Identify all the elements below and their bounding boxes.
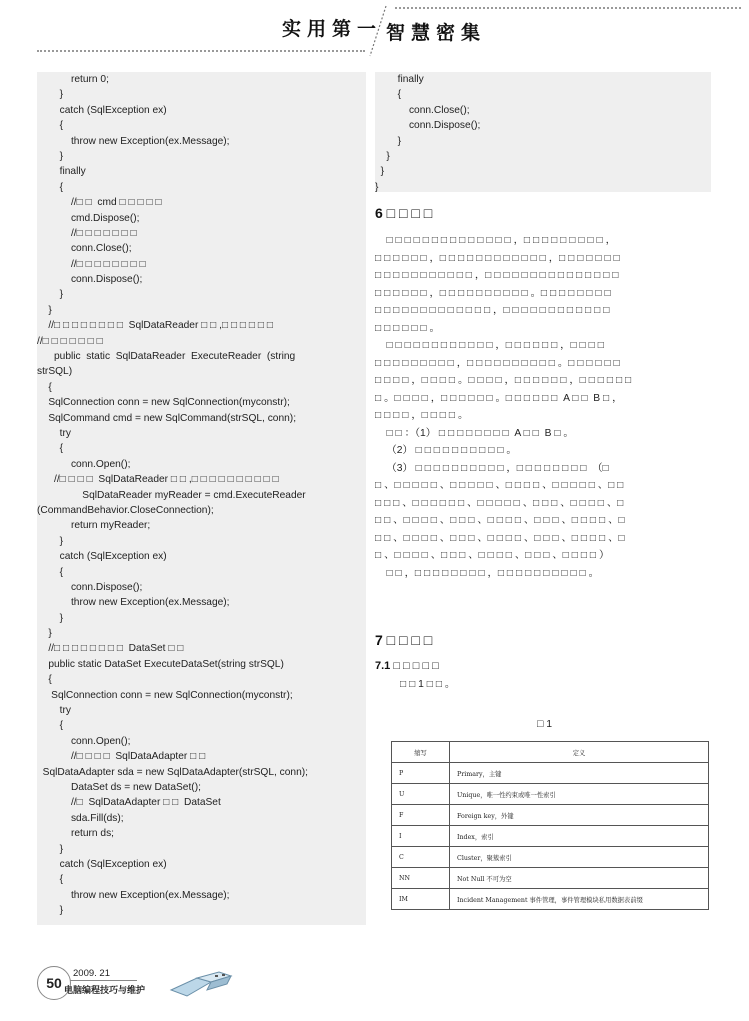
code-left-line: conn.Dispose();	[37, 274, 143, 286]
page-footer	[37, 966, 237, 1006]
table-cell-abbr: C	[392, 847, 450, 868]
code-right-line: }	[375, 150, 390, 162]
table-cell-def: Cluster，聚簇索引	[450, 847, 709, 868]
code-left-line: SqlDataAdapter sda = new SqlDataAdapter(strSQL, conn);	[37, 766, 308, 778]
code-left-line: //□ □ □ □ □ □ □ □ DataSet □ □	[37, 643, 184, 655]
section-6-line: □ 。□ □ □ □ ，□ □ □ □ □ □ 。□ □ □ □ □ □ A □ □ B □ ，	[375, 392, 623, 404]
code-left-line: {	[37, 443, 64, 455]
code-left-line: }	[37, 289, 64, 301]
code-left-line: //□ □ □ □ □ □ □ □	[37, 258, 146, 270]
table-header-row	[392, 742, 709, 763]
section-6-line: □ □ ：（1） □ □ □ □ □ □ □ □ A □ □ B □ 。	[375, 427, 574, 439]
table-cell-abbr: F	[392, 805, 450, 826]
code-left-line: //□ □ □ □ SqlDataAdapter □ □	[37, 751, 206, 763]
subsection-7-1-heading: 7.1 □ □ □ □ □	[375, 660, 439, 672]
table-cell-def: Not Null 不可为空	[450, 868, 709, 889]
section-6-heading: 6 □ □ □ □	[375, 205, 433, 221]
code-left-line: }	[37, 612, 64, 624]
section-6-line: □ □ □ □ □ □ □ □ □ □ □ □ □ ，□ □ □ □ □ □ □ □ □ □ □ □	[375, 305, 610, 316]
table-row	[392, 889, 709, 910]
code-left-line: return ds;	[37, 828, 114, 840]
issue-number: 2009. 21	[73, 968, 110, 979]
header-dotted-rule-bottom	[37, 50, 365, 52]
table-cell-abbr: I	[392, 826, 450, 847]
section-6-line: （2） □ □ □ □ □ □ □ □ □ □ 。	[375, 445, 517, 456]
code-left-line: //□ □ □ □ □ □ □	[37, 227, 137, 239]
code-left-line: {	[37, 120, 64, 132]
section-6-line: □ □ □ □ ，□ □ □ □ 。□ □ □ □ ，□ □ □ □ □ □ ，□ □ □ □ □ □	[375, 375, 632, 386]
page-header	[0, 0, 749, 58]
definition-table	[391, 741, 709, 910]
code-left-line: public static SqlDataReader ExecuteReader (string	[37, 351, 296, 363]
table-header-def: 定义	[450, 742, 709, 763]
section-6-line: □ □ □ □ □ □ □ □ □ □ □ □ □ □ ，□ □ □ □ □ □ □ □ □ ，	[375, 235, 616, 246]
code-left-line: {	[37, 181, 64, 193]
section-6-line: □ □ ，□ □ □ □ □ □ □ □ ，□ □ □ □ □ □ □ □ □ □ 。	[375, 567, 599, 579]
section-6-body	[375, 232, 715, 582]
header-right-title: 智慧密集	[386, 22, 487, 44]
code-right-line: conn.Dispose();	[375, 120, 481, 132]
table-cell-def: Unique，唯一性约束或唯一性索引	[450, 784, 709, 805]
usb-plug-icon	[167, 970, 237, 998]
table-cell-abbr: P	[392, 763, 450, 784]
section-6-line: □ □ 、□ □ □ □ 、□ □ □ 、□ □ □ □ 、□ □ □ 、□ □ □ □ 、□	[375, 515, 625, 526]
code-left-line: return 0;	[37, 74, 109, 85]
code-right-line: }	[375, 135, 402, 147]
table-row	[392, 763, 709, 784]
page-number: 50	[37, 966, 71, 1000]
code-left-line: }	[37, 905, 64, 917]
table-row	[392, 805, 709, 826]
code-left-line: conn.Open();	[37, 458, 131, 470]
code-left-line: }	[37, 150, 64, 162]
code-left-line: DataSet ds = new DataSet();	[37, 781, 201, 793]
footer-rule	[61, 980, 137, 981]
code-right-line: }	[375, 181, 379, 193]
code-left-line: }	[37, 843, 64, 855]
code-listing-right	[375, 72, 711, 192]
table-row	[392, 784, 709, 805]
subsection-7-1-text: □ □ 1 □ □ 。	[400, 679, 456, 690]
code-left-line: {	[37, 566, 64, 578]
table-cell-abbr: NN	[392, 868, 450, 889]
code-left-line: try	[37, 705, 71, 717]
code-left-line: //□ □ □ □ □ □ □	[37, 335, 103, 347]
code-left-line: public static DataSet ExecuteDataSet(string strSQL)	[37, 658, 284, 670]
section-6-line: （3） □ □ □ □ □ □ □ □ □ □ ，□ □ □ □ □ □ □ □ （□	[375, 462, 609, 474]
code-left-line: }	[37, 304, 52, 316]
header-left-title: 实用第一	[282, 18, 383, 40]
code-left-line: SqlConnection conn = new SqlConnection(myconstr);	[37, 689, 293, 701]
code-left-line: //□ SqlDataAdapter □ □ DataSet	[37, 797, 221, 809]
code-left-line: sda.Fill(ds);	[37, 812, 124, 824]
section-6-line: □ □ □ □ ，□ □ □ □ 。	[375, 410, 469, 421]
code-left-line: SqlCommand cmd = new SqlCommand(strSQL, conn);	[37, 412, 297, 424]
header-dotted-rule-top	[395, 7, 741, 9]
table-header-abbr: 缩写	[392, 742, 450, 763]
code-right-line: {	[375, 89, 402, 101]
section-7-heading: 7 □ □ □ □	[375, 632, 433, 648]
section-6-line: □ □ 、□ □ □ □ 、□ □ □ 、□ □ □ □ 、□ □ □ 、□ □ □ □ 、□	[375, 532, 625, 544]
section-6-line: □ □ □ □ □ □ □ □ □ □ □ □ ，□ □ □ □ □ □ ，□ □ □ □	[375, 340, 604, 351]
table-caption: □ 1	[537, 718, 553, 730]
code-left-line: conn.Open();	[37, 735, 131, 747]
code-right-line: finally	[375, 74, 424, 85]
section-6-line: □ □ □ □ □ □ ，□ □ □ □ □ □ □ □ □ □ 。□ □ □ □ □ □ □ □	[375, 287, 611, 299]
section-6-line: □ 、□ □ □ □ □ 、□ □ □ □ □ 、□ □ □ □ 、□ □ □ □ □ 、□ □	[375, 480, 624, 491]
code-left-line: try	[37, 427, 71, 439]
code-left-line: SqlConnection conn = new SqlConnection(myconstr);	[37, 397, 290, 409]
code-right-line: }	[375, 166, 385, 178]
code-left-line: throw new Exception(ex.Message);	[37, 135, 230, 147]
code-left-line: conn.Dispose();	[37, 581, 143, 593]
code-left-line: conn.Close();	[37, 243, 132, 255]
table-cell-def: Foreign key，外键	[450, 805, 709, 826]
code-left-line: catch (SqlException ex)	[37, 551, 167, 563]
code-left-line: throw new Exception(ex.Message);	[37, 597, 230, 609]
section-6-line: □ 、□ □ □ □ 、□ □ □ 、□ □ □ □ 、□ □ □ 、□ □ □ □ ）	[375, 550, 610, 561]
code-left-line: catch (SqlException ex)	[37, 858, 167, 870]
magazine-name: 电脑编程技巧与维护	[64, 986, 146, 996]
code-left-line: return myReader;	[37, 520, 151, 532]
section-6-line: □ □ □ □ □ □ 。	[375, 322, 440, 334]
code-left-line: SqlDataReader myReader = cmd.ExecuteReader	[37, 489, 306, 501]
code-left-line: {	[37, 720, 64, 732]
code-left-line: {	[37, 874, 64, 886]
code-listing-left	[37, 72, 366, 925]
code-left-line: }	[37, 89, 64, 101]
code-left-line: //□ □ □ □ SqlDataReader □ □ ,□ □ □ □ □ □ □ □ □ □	[37, 474, 279, 486]
table-cell-def: Primary，主键	[450, 763, 709, 784]
code-left-line: strSQL)	[37, 366, 73, 378]
section-6-line: □ □ □ 、□ □ □ □ □ □ 、□ □ □ □ □ 、□ □ □ 、□ □ □ □ 、□	[375, 497, 624, 509]
code-left-line: cmd.Dispose();	[37, 212, 140, 224]
table-cell-abbr: IM	[392, 889, 450, 910]
code-left-line: {	[37, 674, 52, 686]
code-left-line: catch (SqlException ex)	[37, 104, 167, 116]
section-6-line: □ □ □ □ □ □ □ □ □ ，□ □ □ □ □ □ □ □ □ □ 。□ □ □ □ □ □	[375, 357, 620, 369]
table-cell-def: Index，索引	[450, 826, 709, 847]
code-left-line: (CommandBehavior.CloseConnection);	[37, 504, 214, 516]
code-left-line: }	[37, 628, 52, 640]
code-left-line: {	[37, 381, 52, 393]
code-left-line: throw new Exception(ex.Message);	[37, 889, 230, 901]
section-6-line: □ □ □ □ □ □ ，□ □ □ □ □ □ □ □ □ □ □ □ ，□ □ □ □ □ □ □	[375, 252, 620, 264]
table-row	[392, 847, 709, 868]
table-cell-def: Incident Management 事件管理，事件管理模块私用数据表前缀	[450, 889, 709, 910]
table-cell-abbr: U	[392, 784, 450, 805]
code-left-line: finally	[37, 166, 86, 178]
code-left-line: //□ □ □ □ □ □ □ □ SqlDataReader □ □ ,□ □ □ □ □ □	[37, 320, 274, 332]
table-row	[392, 868, 709, 889]
section-6-line: □ □ □ □ □ □ □ □ □ □ □ ，□ □ □ □ □ □ □ □ □ □ □ □ □ □ □	[375, 270, 619, 281]
code-right-line: conn.Close();	[375, 104, 470, 116]
code-left-line: //□ □ cmd □ □ □ □ □	[37, 197, 162, 209]
code-left-line: }	[37, 535, 64, 547]
table-row	[392, 826, 709, 847]
